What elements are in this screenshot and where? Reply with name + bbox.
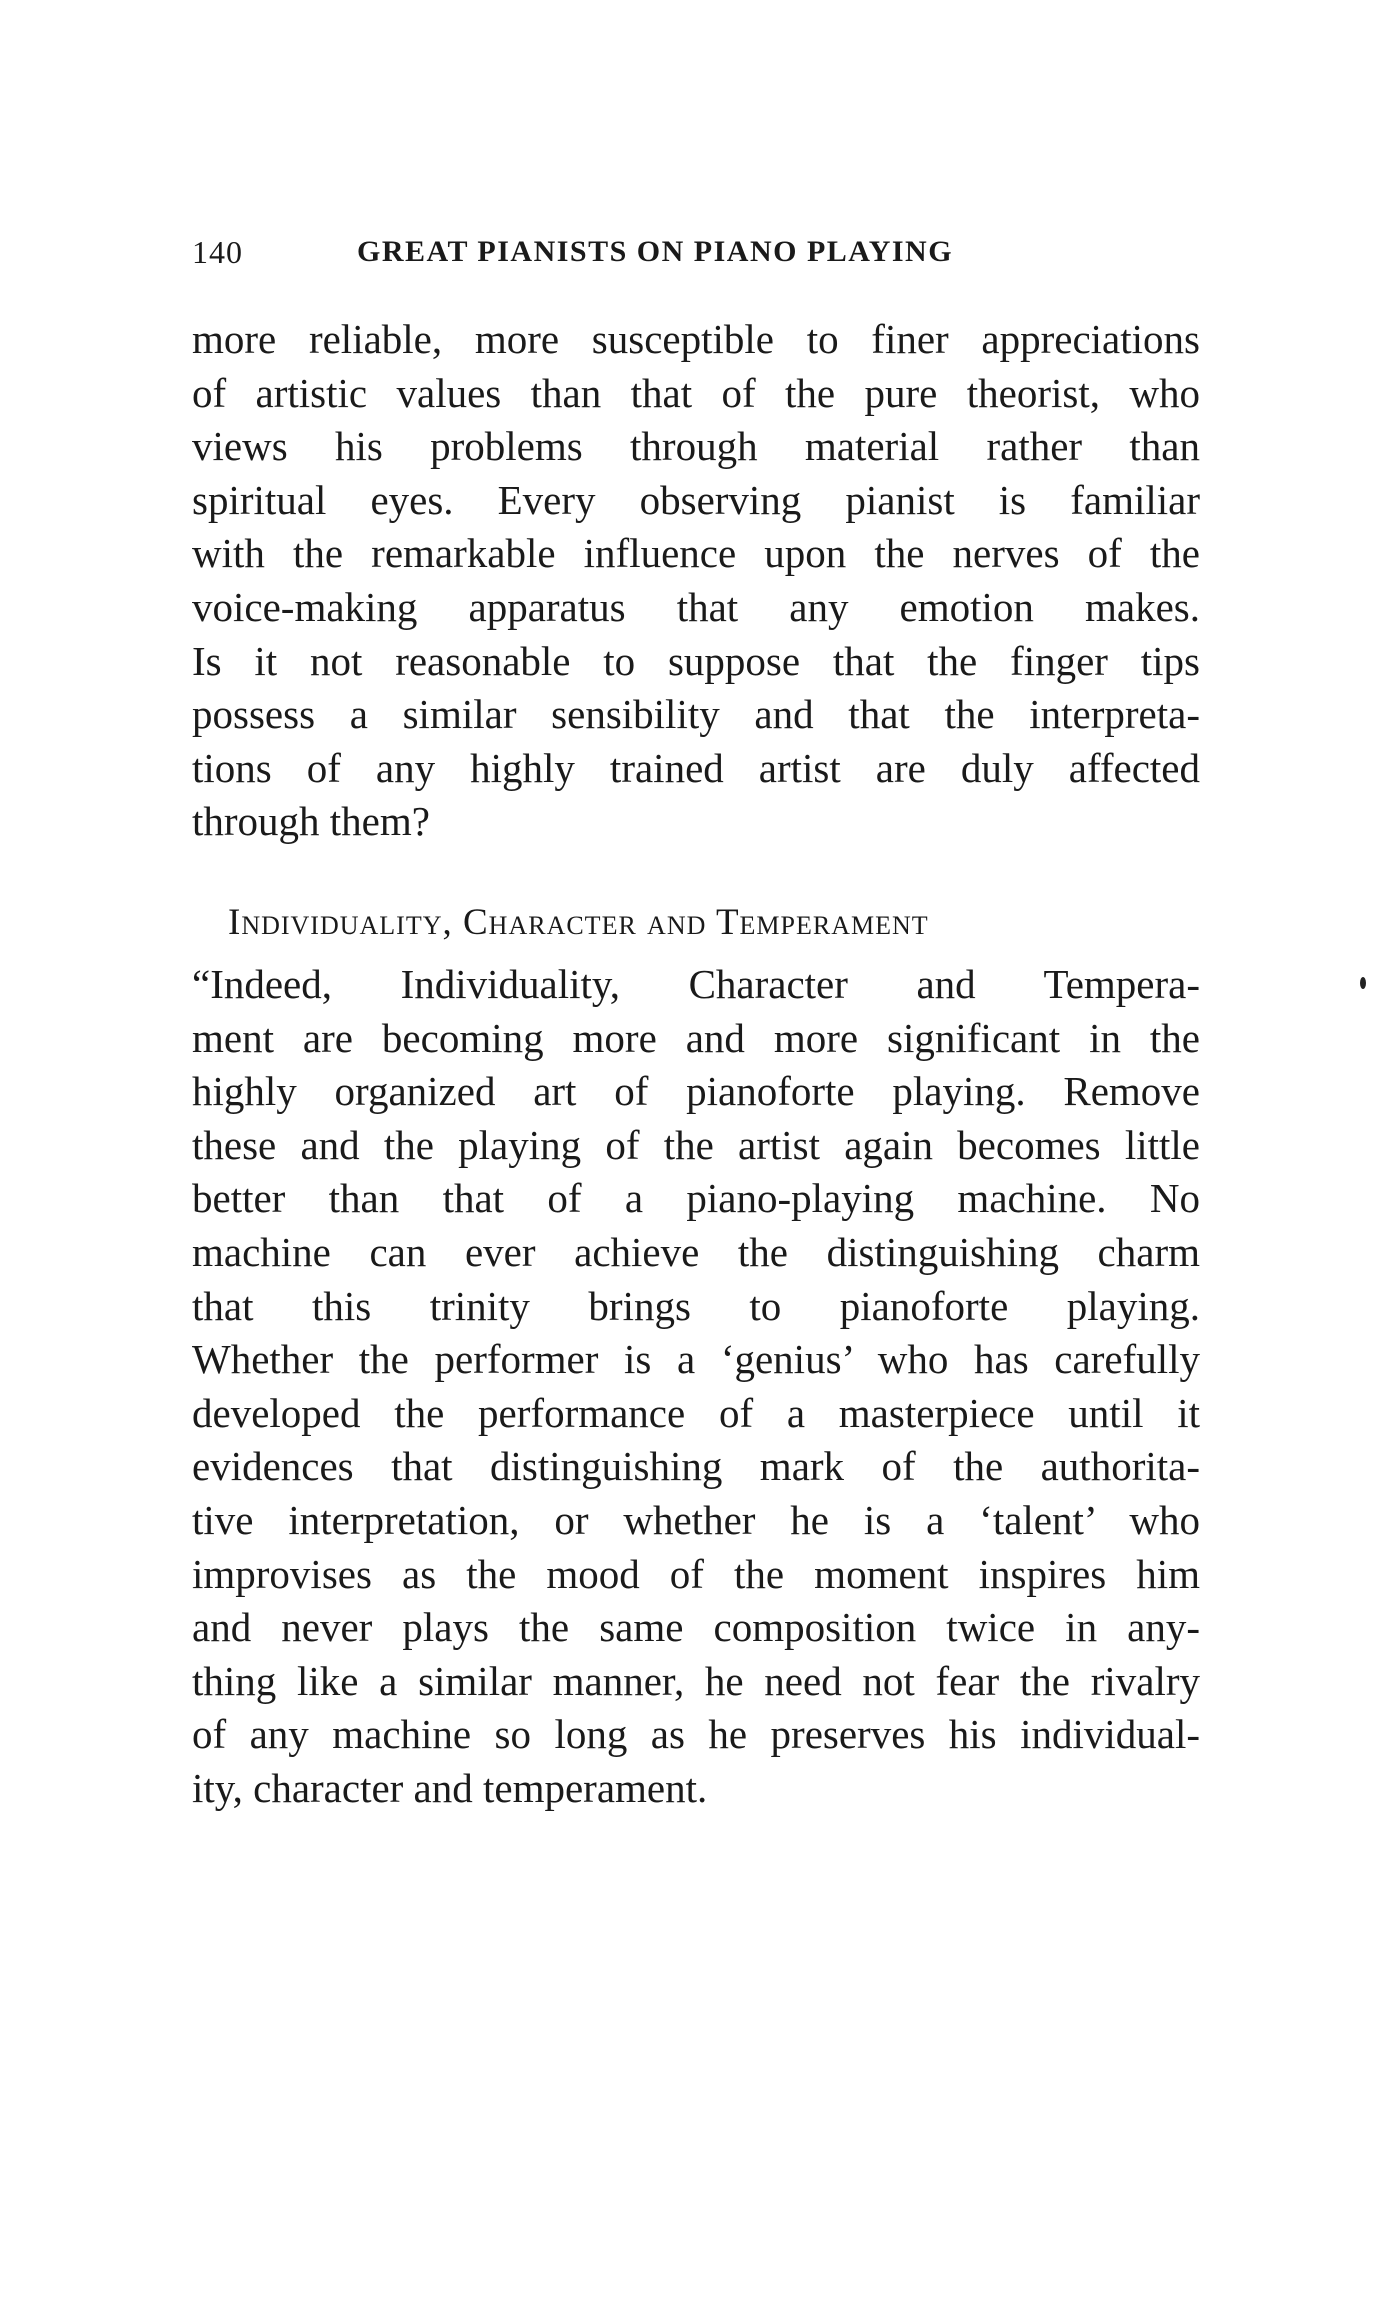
text-line: Whether the performer is a ‘genius’ who has carefully (192, 1336, 1200, 1383)
text-line: views his problems through material rather than (192, 423, 1200, 470)
text-line: and never plays the same composition twice in any- (192, 1604, 1200, 1651)
text-line: through them? (192, 798, 430, 845)
running-head (192, 232, 1192, 272)
text-line: tions of any highly trained artist are duly affected (192, 744, 1200, 791)
text-line: ment are becoming more and more significant in the (192, 1014, 1200, 1061)
text-line: tive interpretation, or whether he is a ‘talent’ who (192, 1496, 1200, 1543)
text-line: these and the playing of the artist again becomes little (192, 1121, 1200, 1168)
text-line: voice-making apparatus that any emotion makes. (192, 583, 1200, 630)
text-line: Is it not reasonable to suppose that the finger tips (192, 637, 1200, 684)
text-line: thing like a similar manner, he need not fear the rivalry (192, 1657, 1200, 1704)
paragraph-1 (192, 313, 1200, 849)
text-line: spiritual eyes. Every observing pianist is familiar (192, 476, 1200, 523)
text-line: that this trinity brings to pianoforte playing. (192, 1282, 1200, 1329)
text-line: with the remarkable influence upon the nerves of the (192, 530, 1200, 577)
text-line: possess a similar sensibility and that the interpreta- (192, 691, 1200, 738)
text-line: highly organized art of pianoforte playing. Remove (192, 1068, 1200, 1115)
text-line: “Indeed, Individuality, Character and Tempera- (192, 961, 1200, 1007)
text-line: better than that of a piano-playing machine. No (192, 1175, 1200, 1222)
text-line: more reliable, more susceptible to finer appreciations (192, 316, 1200, 362)
text-line: of artistic values than that of the pure theorist, who (192, 369, 1200, 416)
paragraph-2 (192, 958, 1200, 1816)
text-line: developed the performance of a masterpiece until it (192, 1389, 1200, 1436)
running-title: GREAT PIANISTS ON PIANO PLAYING (357, 235, 954, 268)
text-line: ity, character and temperament. (192, 1764, 708, 1811)
text-line: improvises as the mood of the moment inspires him (192, 1550, 1200, 1597)
text-line: machine can ever achieve the distinguishing charm (192, 1228, 1200, 1275)
section-heading: Individuality, Character and Temperament (228, 902, 929, 943)
ink-speck (1360, 977, 1366, 989)
text-line: evidences that distinguishing mark of the authorita- (192, 1443, 1200, 1490)
page-number: 140 (192, 234, 243, 270)
text-line: of any machine so long as he preserves his individual- (192, 1711, 1200, 1758)
